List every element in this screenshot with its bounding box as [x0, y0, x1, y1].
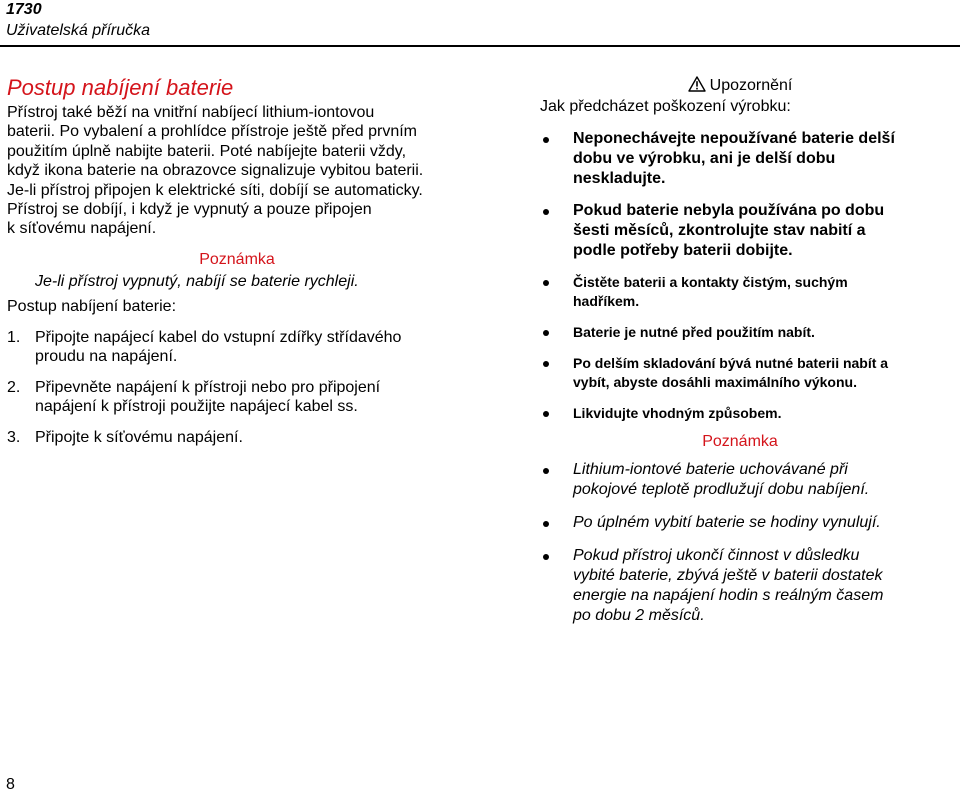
- step-item: [7, 428, 467, 448]
- note-line: Po úplném vybití baterie se hodiny vynulují.: [573, 514, 881, 531]
- note-label: Poznámka: [199, 250, 275, 268]
- step-number: 3.: [7, 428, 21, 446]
- warning-line: neskladujte.: [573, 170, 666, 187]
- warning-list-small: [540, 273, 940, 423]
- bullet-icon: [543, 361, 549, 367]
- warning-line: šesti měsíců, zkontrolujte stav nabití a: [573, 222, 866, 239]
- note-line: energie na napájení hodin s reálným časem: [573, 587, 884, 604]
- warning-line: Likvidujte vhodným způsobem.: [573, 405, 782, 421]
- intro-line: použitím úplně nabijte baterii. Poté nabíjejte baterii vždy,: [7, 142, 407, 160]
- document-subtitle: Uživatelská příručka: [6, 22, 151, 39]
- warning-item: [540, 129, 940, 189]
- left-column: [7, 74, 467, 458]
- warning-line: Pokud baterie nebyla používána po dobu: [573, 202, 885, 219]
- intro-line: k síťovému napájení.: [7, 220, 157, 238]
- intro-line: když ikona baterie na obrazovce signalizuje vybitou baterii.: [7, 162, 424, 180]
- warning-line: podle potřeby baterii dobijte.: [573, 242, 793, 259]
- note-item: [540, 460, 940, 500]
- note-line: vybité baterie, zbývá ještě v baterii dostatek: [573, 567, 883, 584]
- note-item: [540, 546, 940, 626]
- intro-line: Přístroj také běží na vnitřní nabíjecí lithium-iontovou: [7, 104, 375, 121]
- warning-list-large: [540, 129, 940, 261]
- warning-triangle-icon: [688, 76, 706, 92]
- step-number: 1.: [7, 328, 21, 346]
- step-line: Připevněte napájení k přístroji nebo pro připojení: [35, 378, 381, 396]
- step-text: [35, 378, 380, 417]
- step-line: Připojte napájecí kabel do vstupní zdířky střídavého: [35, 328, 402, 346]
- steps-title: Postup nabíjení baterie:: [7, 297, 177, 315]
- intro-paragraph: [7, 103, 467, 239]
- header-rule: [0, 45, 960, 47]
- step-line: Připojte k síťovému napájení.: [35, 428, 243, 446]
- bullet-icon: [543, 330, 549, 336]
- document-code: 1730: [6, 1, 42, 18]
- warning-line: hadříkem.: [573, 293, 640, 309]
- bullet-icon: [543, 280, 549, 286]
- note-label: Poznámka: [702, 433, 778, 450]
- step-item: [7, 328, 467, 367]
- intro-line: baterii. Po vybalení a prohlídce přístroje ještě před prvním: [7, 123, 417, 141]
- step-line: proudu na napájení.: [35, 348, 178, 366]
- bullet-icon: [543, 209, 549, 215]
- note-line: Pokud přístroj ukončí činnost v důsledku: [573, 547, 860, 564]
- bullet-icon: [543, 137, 549, 143]
- warning-line: Baterie je nutné před použitím nabít.: [573, 324, 815, 340]
- right-column: [540, 76, 940, 639]
- warning-item: [540, 201, 940, 261]
- step-line: napájení k přístroji použijte napájecí kabel ss.: [35, 398, 358, 416]
- intro-line: Přístroj se dobíjí, i když je vypnutý a pouze připojen: [7, 201, 372, 219]
- step-text: [35, 428, 243, 448]
- warning-line: Čistěte baterii a kontakty čistým, suchým: [573, 274, 848, 290]
- intro-line: Je-li přístroj připojen k elektrické síti, dobíjí se automaticky.: [7, 181, 423, 199]
- step-text: [35, 328, 401, 367]
- step-number: 2.: [7, 378, 21, 396]
- note-item: [540, 513, 940, 533]
- note-line: Lithium-iontové baterie uchovávané při: [573, 461, 848, 478]
- warning-line: vybít, abyste dosáhli maximálního výkonu.: [573, 374, 857, 390]
- page-number: 8: [6, 776, 15, 793]
- warning-item: [540, 323, 940, 342]
- section-title: Postup nabíjení baterie: [7, 75, 234, 100]
- note-line: pokojové teplotě prodlužují dobu nabíjení.: [573, 481, 870, 498]
- warning-item: [540, 354, 940, 392]
- warning-title: Upozornění: [709, 77, 793, 94]
- warning-line: Po delším skladování bývá nutné baterii nabít a: [573, 355, 889, 371]
- bullet-icon: [543, 554, 549, 560]
- bullet-icon: [543, 411, 549, 417]
- bullet-icon: [543, 468, 549, 474]
- warning-heading: [540, 76, 940, 96]
- bullet-icon: [543, 521, 549, 527]
- warning-question: Jak předcházet poškození výrobku:: [540, 98, 791, 115]
- warning-line: Neponechávejte nepoužívané baterie delší: [573, 130, 895, 147]
- note-text: Je-li přístroj vypnutý, nabíjí se baterie rychleji.: [35, 272, 359, 290]
- note-line: po dobu 2 měsíců.: [573, 607, 705, 624]
- warning-item: [540, 404, 940, 423]
- page-header: [6, 0, 150, 41]
- warning-line: dobu ve výrobku, ani je delší dobu: [573, 150, 836, 167]
- warning-item: [540, 273, 940, 311]
- step-item: [7, 378, 467, 417]
- note-list: [540, 460, 940, 626]
